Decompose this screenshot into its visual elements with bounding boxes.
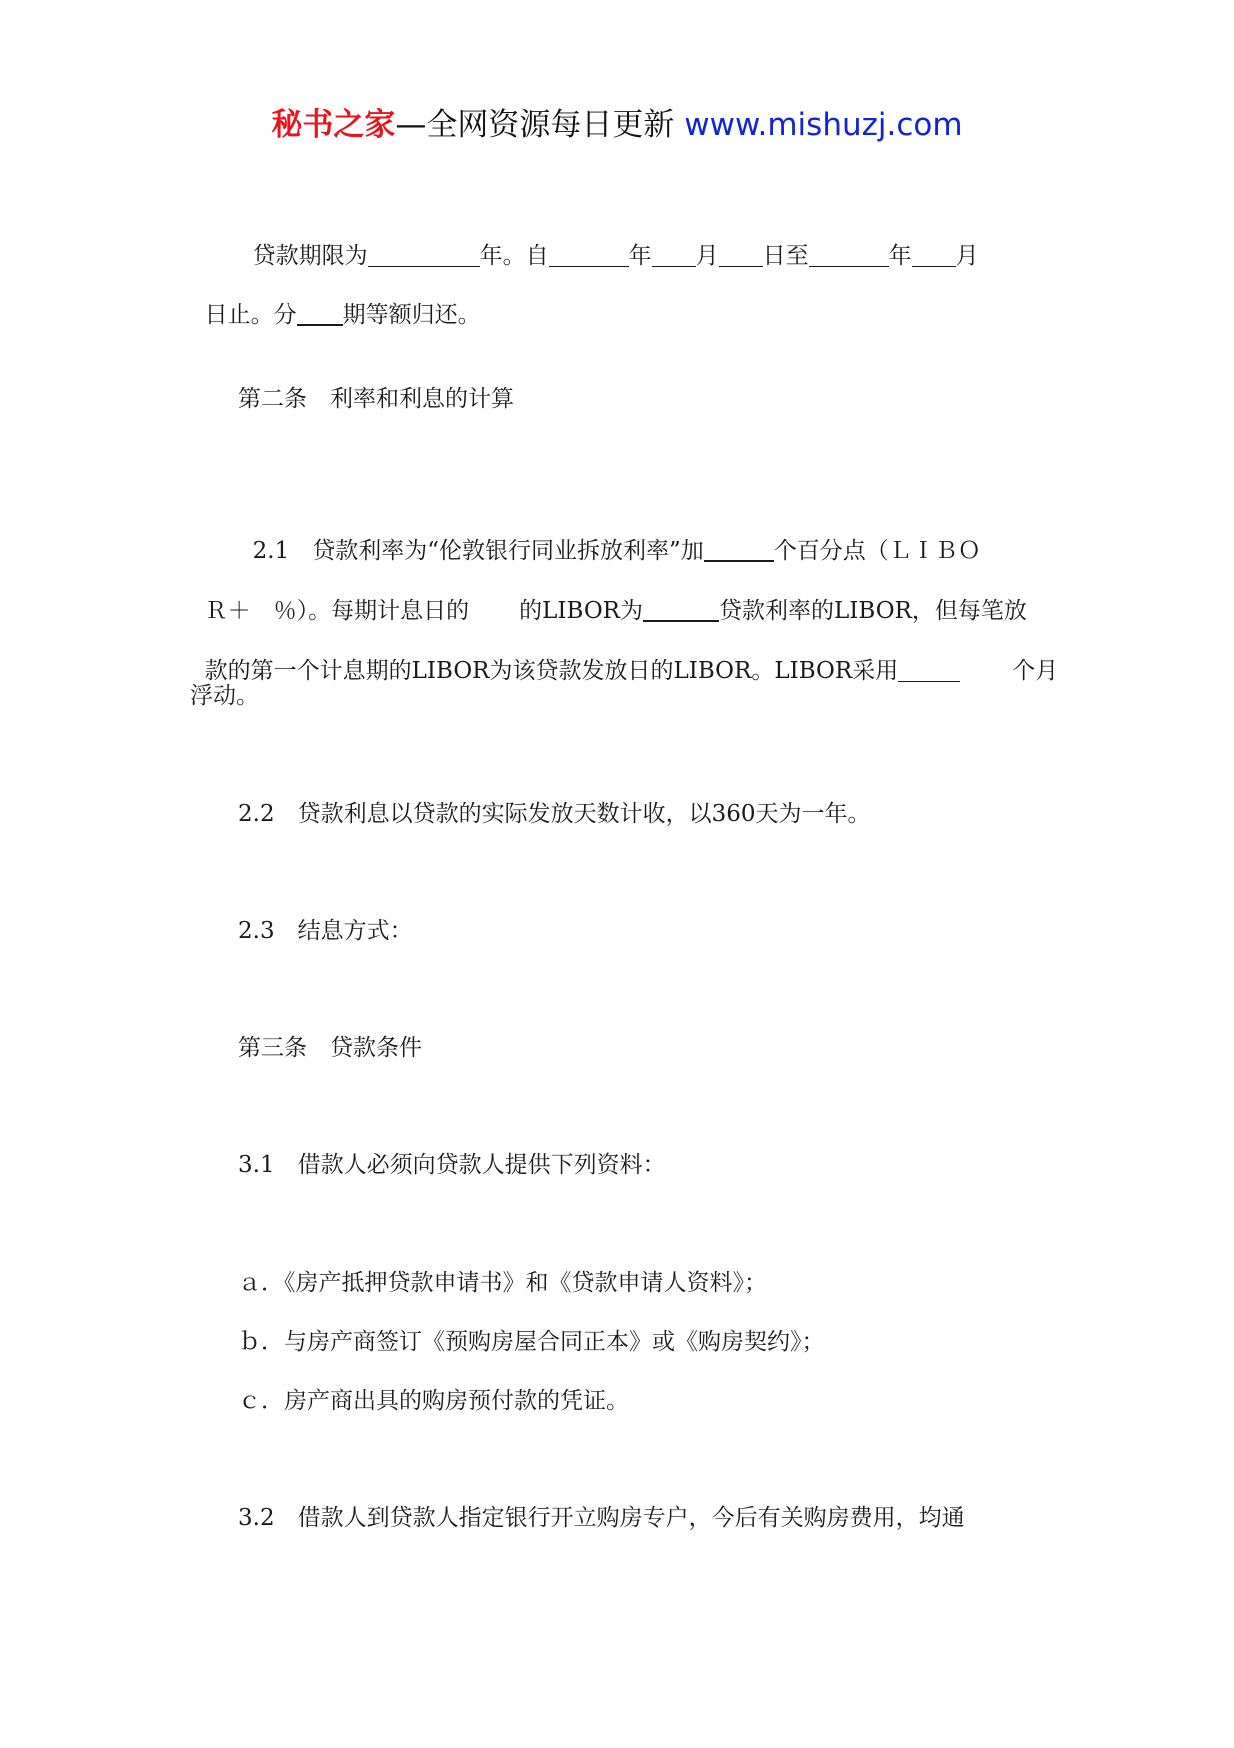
blank-end-month — [912, 240, 956, 267]
header-slogan: —全网资源每日更新 — [395, 107, 675, 143]
blank-months — [898, 655, 960, 682]
article-2-heading: 第二条 利率和利息的计算 — [238, 386, 514, 412]
clause-2-1-line-4: 浮动。 — [190, 683, 259, 709]
blank-end-year — [809, 240, 889, 267]
text: 日至 — [762, 243, 809, 269]
blank-start-year — [549, 240, 629, 267]
text: 年。自 — [479, 243, 549, 269]
clause-2-2: 2.2 贷款利息以贷款的实际发放天数计收，以360天为一年。 — [238, 801, 871, 827]
blank-start-month — [652, 240, 696, 267]
loan-term-line-1 — [238, 205, 979, 273]
list-item: ｂ．与房产商签订《预购房屋合同正本》或《购房契约》； — [238, 1329, 825, 1355]
text: 贷款期限为 — [252, 243, 368, 269]
text: 年 — [888, 243, 912, 269]
clause-2-1-line-1 — [238, 500, 981, 568]
text: 期等额归还。 — [342, 302, 481, 328]
text: 日止。分 — [204, 302, 297, 328]
header-brand: 秘书之家 — [271, 107, 396, 143]
text: 个月 — [1012, 658, 1059, 684]
blank-libor-term — [643, 594, 719, 622]
clause-2-3: 2.3 结息方式： — [238, 918, 413, 944]
text: 款的第一个计息期的LIBOR为该贷款发放日的LIBOR。LIBOR采用 — [204, 658, 899, 684]
article-3-heading: 第三条 贷款条件 — [238, 1035, 422, 1061]
text: 贷款利率的LIBOR，但每笔放 — [719, 598, 1027, 624]
text: 月 — [955, 243, 979, 269]
text: Ｒ＋ ％）。每期计息日的 — [204, 598, 470, 624]
clause-2-1-line-2 — [190, 560, 1027, 628]
blank-points — [704, 534, 774, 562]
text: 年 — [628, 243, 652, 269]
blank-installments — [297, 298, 343, 326]
loan-term-line-2 — [190, 264, 481, 332]
clause-2-1-line-3 — [190, 620, 1058, 688]
blank-years — [368, 240, 480, 267]
text: 个百分点（ＬＩＢＯ — [773, 538, 981, 564]
header-url[interactable]: www.mishuzj.com — [684, 107, 963, 143]
page-header — [0, 100, 1234, 150]
text: 的LIBOR为 — [519, 598, 643, 624]
text: 2.1 贷款利率为“伦敦银行同业拆放利率”加 — [252, 538, 704, 564]
clause-3-2: 3.2 借款人到贷款人指定银行开立购房专户，今后有关购房费用，均通 — [238, 1505, 965, 1531]
text: 月 — [695, 243, 719, 269]
list-item: ｃ．房产商出具的购房预付款的凭证。 — [238, 1388, 629, 1414]
clause-3-1: 3.1 借款人必须向贷款人提供下列资料： — [238, 1152, 666, 1178]
blank-start-day — [719, 240, 763, 267]
list-item: ａ．《房产抵押贷款申请书》和《贷款申请人资料》； — [238, 1270, 767, 1296]
